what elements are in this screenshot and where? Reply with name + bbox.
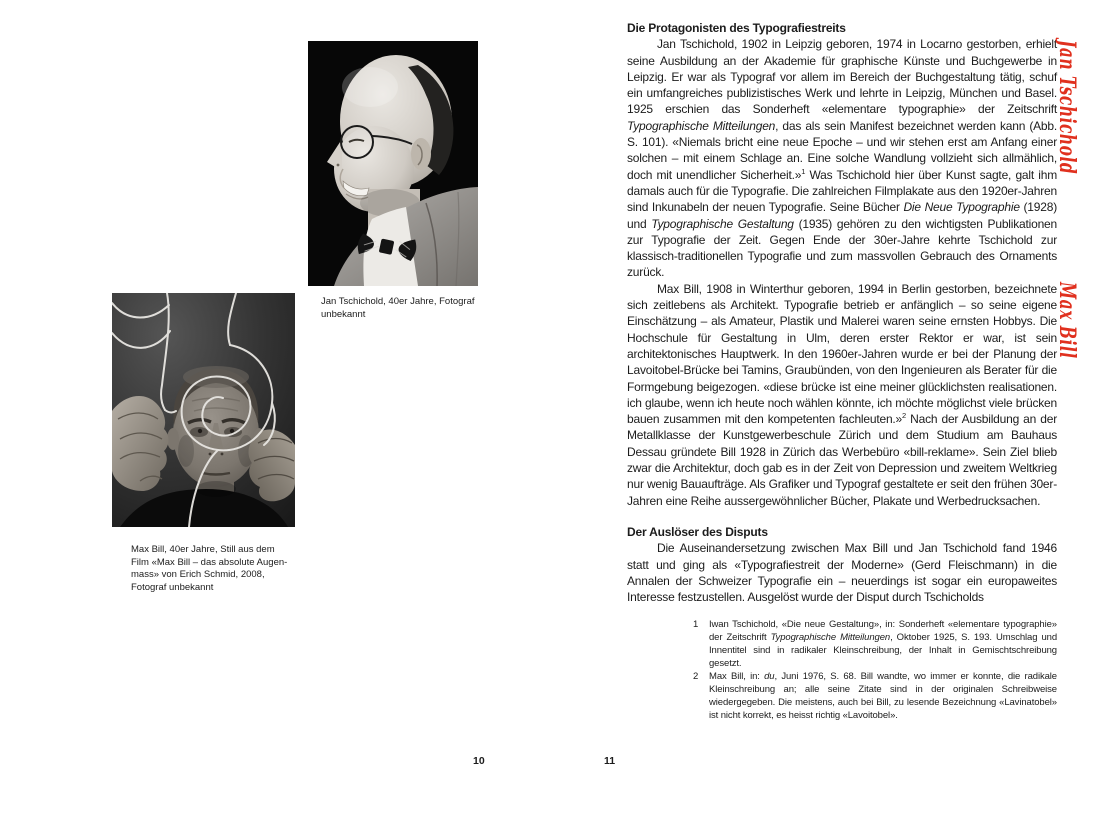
footnote-1 [627,618,1057,670]
main-text-column [627,20,1057,722]
section-heading-ausloeser: Der Auslöser des Disputs [627,524,768,539]
footnote-2-number: 2 [693,671,699,683]
section-heading-protagonisten: Die Protagonisten des Typografiestreits [627,21,846,35]
tschichold-photo-caption: Jan Tschichold, 40er Jahre, Fotograf unbekannt [321,296,475,320]
page-number-left: 10 [473,755,485,767]
footnote-2-text: Max Bill, in: du, Juni 1976, S. 68. Bill wandte, wo immer er konnte, die radikale Kleinschreibung an; alle seine Zitate sind in der originalen Schreibweise wiedergegeben. Die meistens, auch bei Bill, zu lesende Bezeichnung «Lavinatobel» ist nicht korrekt, es heisst richtig «Lavoitobel». [709,671,1057,722]
tschichold-portrait-illustration [308,41,478,286]
bill-photo-caption: Max Bill, 40er Jahre, Still aus dem Film «Max Bill – das absolute Augen- mass» von Erich Schmid, 2008, Fotograf unbekannt [131,544,288,593]
paragraph-tschichold-bio: Jan Tschichold, 1902 in Leipzig geboren, 1974 in Locarno gestorben, erhielt seine Ausbildung an der Akademie für graphische Künste und Buchgewerbe in Leipzig. Er war als Typograf vor allem im Bereich der Buchgestaltung tätig, schuf ein umfangreiches publizistisches Werk und lehrte in Leipzig, München und Basel. 1925 erschien das Sonderheft «elementare typographie» der Zeitschrift Typographische Mitteilungen, das als sein Manifest bezeichnet werden kann (Abb. S. 101). «Niemals bricht eine neue Epoche – und wir stehen erst am Anfang einer solchen – mit einem Schlage an. Eine solche Wandlung vollzieht sich allmählich, doch mit unendlicher Sicherheit.»$^1$ Was Tschichold hier über Kunst sagte, galt ihm damals auch für die Typografie. Die zahlreichen Filmplakate aus den 1920er-Jahren sind Inkunabeln der neuen Typografie. Seine Bücher Die Neue Typographie (1928) und Typographische Gestaltung (1935) gehören zu den wichtigsten Publikationen zur Typografie der Zeit. Gegen Ende der 30er-Jahre kehrte Tschichold zur klassisch-traditionellen Typografie und zum massvollen Gebrauch des Ornaments zurück. [627,37,1058,280]
footnotes-block [627,618,1057,722]
footnote-1-number: 1 [693,619,699,631]
page-number-right: 11 [604,755,616,767]
footnote-1-text: Iwan Tschichold, «Die neue Gestaltung», in: Sonderheft «elementare typographie» der Zeitschrift Typographische Mitteilungen, Oktober 1925, S. 193. Umschlag und Innentitel sind in radikaler Kleinschreibung, der Inhalt in Gemischtschreibung gesetzt. [709,619,1057,670]
bill-photo [112,293,295,527]
paragraph-disput: Die Auseinandersetzung zwischen Max Bill und Jan Tschichold fand 1946 statt und ging als «Typografiestreit der Moderne» (Gerd Fleischmann) in die Annalen der Schweizer Typografie ein – neuerdings ist sogar ein europaweites Interesse festzustellen. Ausgelöst wurde der Disput durch Tschicholds [627,541,1057,605]
tschichold-photo [308,41,478,286]
bill-portrait-illustration [112,293,295,527]
paragraph-bill-bio: Max Bill, 1908 in Winterthur geboren, 1994 in Berlin gestorben, bezeichnete sich zeitlebens als Architekt. Typografie betrieb er anfänglich – so seine eigene Einschätzung – als Amateur, Plastik und Malerei waren seine ernsten Hobbys. Die Hochschule für Gestaltung in Ulm, deren erster Rektor er war, ist sein architektonisches Hauptwerk. In den 1960er-Jahren wurde er bei der Planung der Lavoitobel-Brücke bei Tamins, Graubünden, von den Ingenieuren als Berater für die Formgebung beigezogen. «diese brücke ist eine meiner glücklichsten realisationen. ich glaube, wenn ich heute noch wählen könnte, ich möchte möglichst viele brücken bauen zusammen mit den kompetenten fachleuten.»$^2$ Nach der Ausbildung an der Metallklasse der Kunstgewerbeschule Zürich und dem Studium am Bauhaus Dessau gründete Bill 1928 in Zürich das Werbebüro «bill-reklame». Sein Ziel blieb zwar die Architektur, doch gab es in der Zeit von Depression und zweitem Weltkrieg nur wenig Bauaufträge. Als Grafiker und Typograf gestaltete er seit den frühen 30er-Jahren eine Reihe aussergewöhnlicher Bücher, Plakate und Werbedrucksachen. [627,281,1057,508]
margin-label-max-bill: Max Bill [1054,282,1082,359]
margin-label-jan-tschichold: Jan Tschichold [1054,40,1082,175]
page-right [560,0,1119,823]
footnote-2 [627,670,1057,722]
